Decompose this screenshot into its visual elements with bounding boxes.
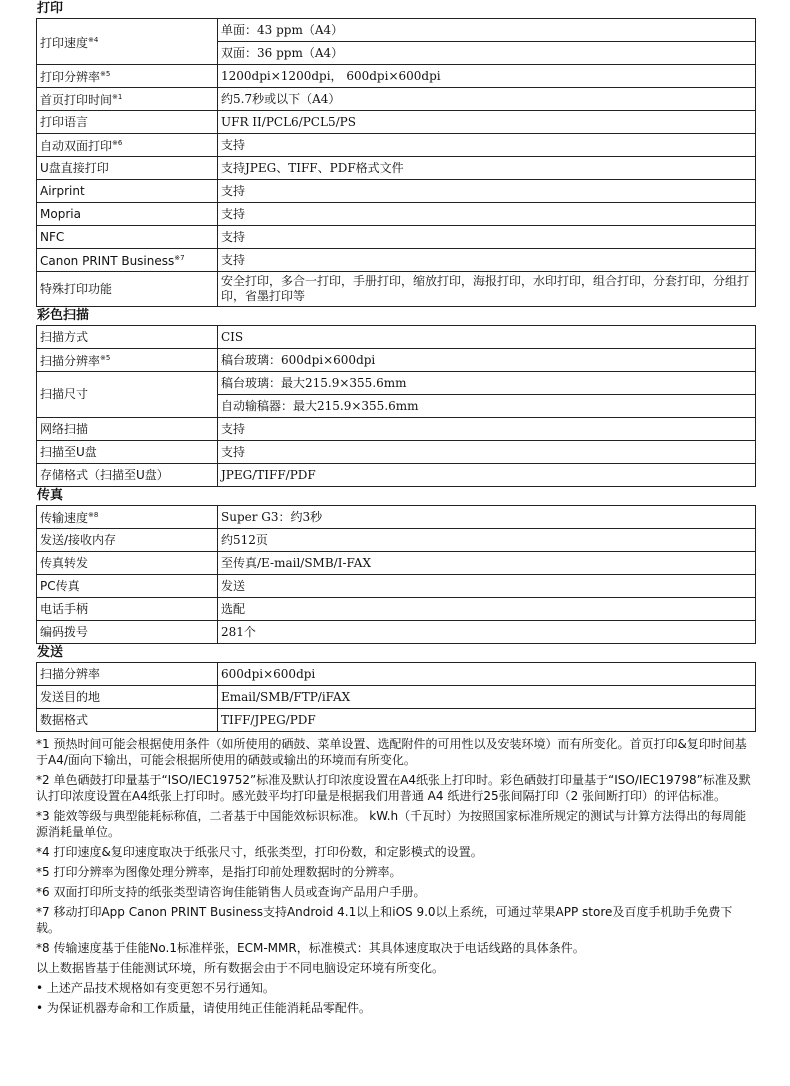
table-row [37,575,756,598]
footnote-mark: ※4 [88,35,99,44]
row-label-print-resolution: 打印分辨率$^{※5}$ [37,65,218,88]
disclaimer: 以上数据皆基于佳能测试环境，所有数据会由于不同电脑设定环境有所变化。 [36,961,445,975]
fax-speed-value: Super G3：约3秒 [218,506,756,529]
row-label-send-resolution: 扫描分辨率 [37,663,218,686]
table-row [37,418,756,441]
scan-format-value: JPEG/TIFF/PDF [218,464,756,487]
row-label-canon-print: Canon PRINT Business$^{※7}$ [37,249,218,272]
section-title-scan: 彩色扫描 [37,308,90,323]
scan-size-adf: 自动输稿器：最大215.9×355.6mm [218,395,756,418]
table-row [37,372,756,395]
table-row [37,157,756,180]
footnote: *7 移动打印App Canon PRINT Business支持Android 4.1以上和iOS 9.0以上系统，可通过苹果APP store及百度手机助手免费下载。 [36,905,733,935]
table-row [37,65,756,88]
row-label-handset: 电话手柄 [37,598,218,621]
row-label-airprint: Airprint [37,180,218,203]
auto-duplex-value: 支持 [218,134,756,157]
footnote-mark: ※5 [100,70,111,78]
spec-sheet [36,0,756,1020]
row-label-print-language: 打印语言 [37,111,218,134]
table-row [37,19,756,42]
speed-dial-value: 281个 [218,621,756,644]
footnote: *6 双面打印所支持的纸张类型请咨询佳能销售人员或查询产品用户手册。 [36,885,426,899]
network-scan-value: 支持 [218,418,756,441]
handset-value: 选配 [218,598,756,621]
row-label-fax-forward: 传真转发 [37,552,218,575]
scan-to-usb-value: 支持 [218,441,756,464]
table-row [37,464,756,487]
table-row [37,226,756,249]
table-row [37,621,756,644]
table-row [37,441,756,464]
footnote-mark: ※1 [112,93,123,101]
row-label-first-print: 首页打印时间$^{※1}$ [37,88,218,111]
table-row [37,529,756,552]
print-resolution-value: 1200dpi×1200dpi， 600dpi×600dpi [218,65,756,88]
row-label-scan-method: 扫描方式 [37,326,218,349]
pc-fax-value: 发送 [218,575,756,598]
footnote: *2 单色硒鼓打印量基于“ISO/IEC19752”标准及默认打印浓度设置在A4纸张上打印时。彩色硒鼓打印量基于“ISO/IEC19798”标准及默认打印浓度设置在A4纸张上打印时。感光鼓平均打印量是根据我们用普通 A4 纸进行25张间隔打印（2 张间断打印）的评估标准。 [36,773,751,803]
print-speed-duplex: 双面：36 ppm（A4） [218,42,756,65]
table-row [37,180,756,203]
print-speed-simplex: 单面：43 ppm（A4） [218,19,756,42]
special-print-value: 安全打印，多合一打印，手册打印，缩放打印，海报打印，水印打印，组合打印，分套打印，分组打印，省墨打印等 [218,272,756,307]
row-label-send-destination: 发送目的地 [37,686,218,709]
footnotes [36,736,756,1016]
table-row [37,598,756,621]
table-row [37,249,756,272]
row-label-print-speed: 打印速度$^{※4}$ [37,19,218,65]
row-label-speed-dial: 编码拨号 [37,621,218,644]
table-row [37,552,756,575]
send-spec-table [36,662,756,732]
table-row [37,663,756,686]
table-row [37,506,756,529]
row-label-fax-speed: 传输速度$^{※8}$ [37,506,218,529]
footnote-mark: ※7 [174,254,185,262]
table-row [37,349,756,372]
footnote: *5 打印分辨率为图像处理分辨率，是指打印前处理数据时的分辨率。 [36,865,402,879]
footnote-mark: ※6 [112,139,123,147]
table-row [37,203,756,226]
bullet-note: • 上述产品技术规格如有变更恕不另行通知。 [36,981,275,995]
table-row [37,272,756,307]
print-language-value: UFR II/PCL6/PCL5/PS [218,111,756,134]
row-label-scan-resolution: 扫描分辨率$^{※5}$ [37,349,218,372]
section-title-send: 发送 [37,645,64,660]
footnote-mark: ※8 [88,511,99,519]
first-print-value: 约5.7秒或以下（A4） [218,88,756,111]
row-label-auto-duplex: 自动双面打印$^{※6}$ [37,134,218,157]
send-destination-value: Email/SMB/FTP/iFAX [218,686,756,709]
fax-memory-value: 约512页 [218,529,756,552]
row-label-usb-print: U盘直接打印 [37,157,218,180]
nfc-value: 支持 [218,226,756,249]
mopria-value: 支持 [218,203,756,226]
row-label-network-scan: 网络扫描 [37,418,218,441]
send-resolution-value: 600dpi×600dpi [218,663,756,686]
row-label-fax-memory: 发送/接收内存 [37,529,218,552]
row-label-scan-to-usb: 扫描至U盘 [37,441,218,464]
canon-print-value: 支持 [218,249,756,272]
section-title-print: 打印 [37,1,64,16]
send-format-value: TIFF/JPEG/PDF [218,709,756,732]
row-label-mopria: Mopria [37,203,218,226]
footnote: *8 传输速度基于佳能No.1标准样张，ECM-MMR，标准模式：其具体速度取决于电话线路的具体条件。 [36,941,585,955]
print-spec-table [36,18,756,307]
footnote-mark: ※5 [100,354,111,362]
table-row [37,686,756,709]
table-row [37,134,756,157]
bullet-note: • 为保证机器寿命和工作质量，请使用纯正佳能消耗品零配件。 [36,1001,371,1015]
scan-method-value: CIS [218,326,756,349]
airprint-value: 支持 [218,180,756,203]
row-label-scan-format: 存储格式（扫描至U盘） [37,464,218,487]
footnote: *1 预热时间可能会根据使用条件（如所使用的硒鼓、菜单设置、选配附件的可用性以及安装环境）而有所变化。首页打印&复印时间基于A4/面向下输出，可能会根据所使用的硒鼓或输出的环境而有所变化。 [36,737,747,767]
section-title-fax: 传真 [37,488,64,503]
table-row [37,709,756,732]
row-label-nfc: NFC [37,226,218,249]
footnote: *3 能效等级与典型能耗标称值，二者基于中国能效标识标准。 kW.h（千瓦时）为按照国家标准所规定的测试与计算方法得出的每周能源消耗量单位。 [36,809,747,839]
row-label-scan-size: 扫描尺寸 [37,372,218,418]
scan-spec-table [36,325,756,487]
footnote: *4 打印速度&复印速度取决于纸张尺寸，纸张类型，打印份数，和定影模式的设置。 [36,845,483,859]
table-row [37,326,756,349]
usb-print-value: 支持JPEG、TIFF、PDF格式文件 [218,157,756,180]
scan-size-platen: 稿台玻璃：最大215.9×355.6mm [218,372,756,395]
row-label-special-print: 特殊打印功能 [37,272,218,307]
row-label-send-format: 数据格式 [37,709,218,732]
table-row [37,88,756,111]
row-label-pc-fax: PC传真 [37,575,218,598]
fax-spec-table [36,505,756,644]
scan-resolution-value: 稿台玻璃：600dpi×600dpi [218,349,756,372]
fax-forward-value: 至传真/E-mail/SMB/I-FAX [218,552,756,575]
table-row [37,111,756,134]
